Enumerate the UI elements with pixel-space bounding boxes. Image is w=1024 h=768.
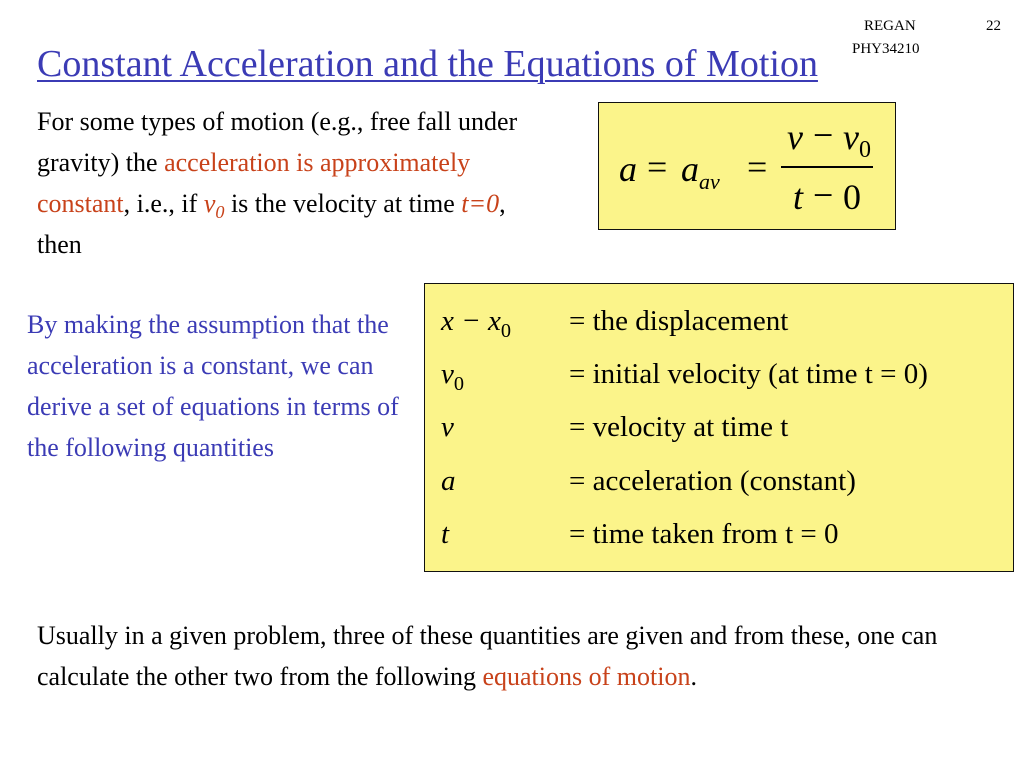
denominator-zero: 0 — [843, 177, 861, 217]
time-symbol: t — [441, 518, 450, 550]
t-zero: t=0 — [461, 189, 500, 218]
fraction-bar — [781, 166, 873, 168]
course-code-line2: PHY34210 — [852, 41, 920, 57]
closing-paragraph — [37, 615, 967, 697]
eq-equals-2: = — [747, 147, 768, 187]
page-number: 22 — [986, 18, 1001, 34]
equations-of-motion-highlight: equations of motion — [482, 662, 691, 691]
v0-symbol: $v_0$ — [203, 189, 225, 223]
velocity-symbol: v — [441, 411, 454, 443]
quantities-definition-box — [424, 283, 1014, 572]
displacement-symbol: $x - x_0$ — [441, 305, 511, 342]
intro-text-3: is the velocity at time — [224, 189, 462, 218]
eq-a-av: $a_{av}$ — [681, 149, 720, 195]
intro-paragraph — [37, 101, 537, 265]
eq-a: a — [619, 149, 637, 189]
intro-text-1: For some types of motion (e.g., free fall under gravity) the — [37, 107, 518, 177]
numerator-v0: $v_0$ — [843, 117, 871, 164]
assumption-paragraph: By making the assumption that the acceleration is a constant, we can derive a set of equations in terms of the following quantities — [27, 310, 399, 462]
eq-equals-1: = — [647, 147, 668, 187]
displacement-description: = the displacement — [569, 305, 789, 337]
intro-text-2: , i.e., if — [123, 189, 204, 218]
time-description: = time taken from t = 0 — [569, 518, 839, 550]
initial-velocity-symbol: $v_0$ — [441, 358, 465, 395]
velocity-description: = velocity at time t — [569, 411, 789, 443]
closing-text: Usually in a given problem, three of these quantities are given and from these, one can calculate the other two from the following — [37, 621, 938, 691]
initial-velocity-description: = initial velocity (at time t = 0) — [569, 358, 928, 390]
course-code-line1: REGAN — [864, 18, 916, 34]
numerator-v: v — [787, 117, 803, 157]
slide-title: Constant Acceleration and the Equations of Motion — [37, 43, 818, 85]
denominator-t: t — [793, 177, 804, 217]
acceleration-equation-box — [598, 102, 896, 230]
constant-acceleration-highlight: acceleration is approximately constant — [37, 148, 471, 218]
closing-period: . — [690, 662, 697, 691]
acceleration-symbol: a — [441, 465, 456, 497]
denominator-minus: − — [813, 175, 834, 215]
intro-text-4: , then — [37, 189, 506, 259]
numerator-minus: − — [813, 115, 834, 155]
acceleration-description: = acceleration (constant) — [569, 465, 856, 497]
